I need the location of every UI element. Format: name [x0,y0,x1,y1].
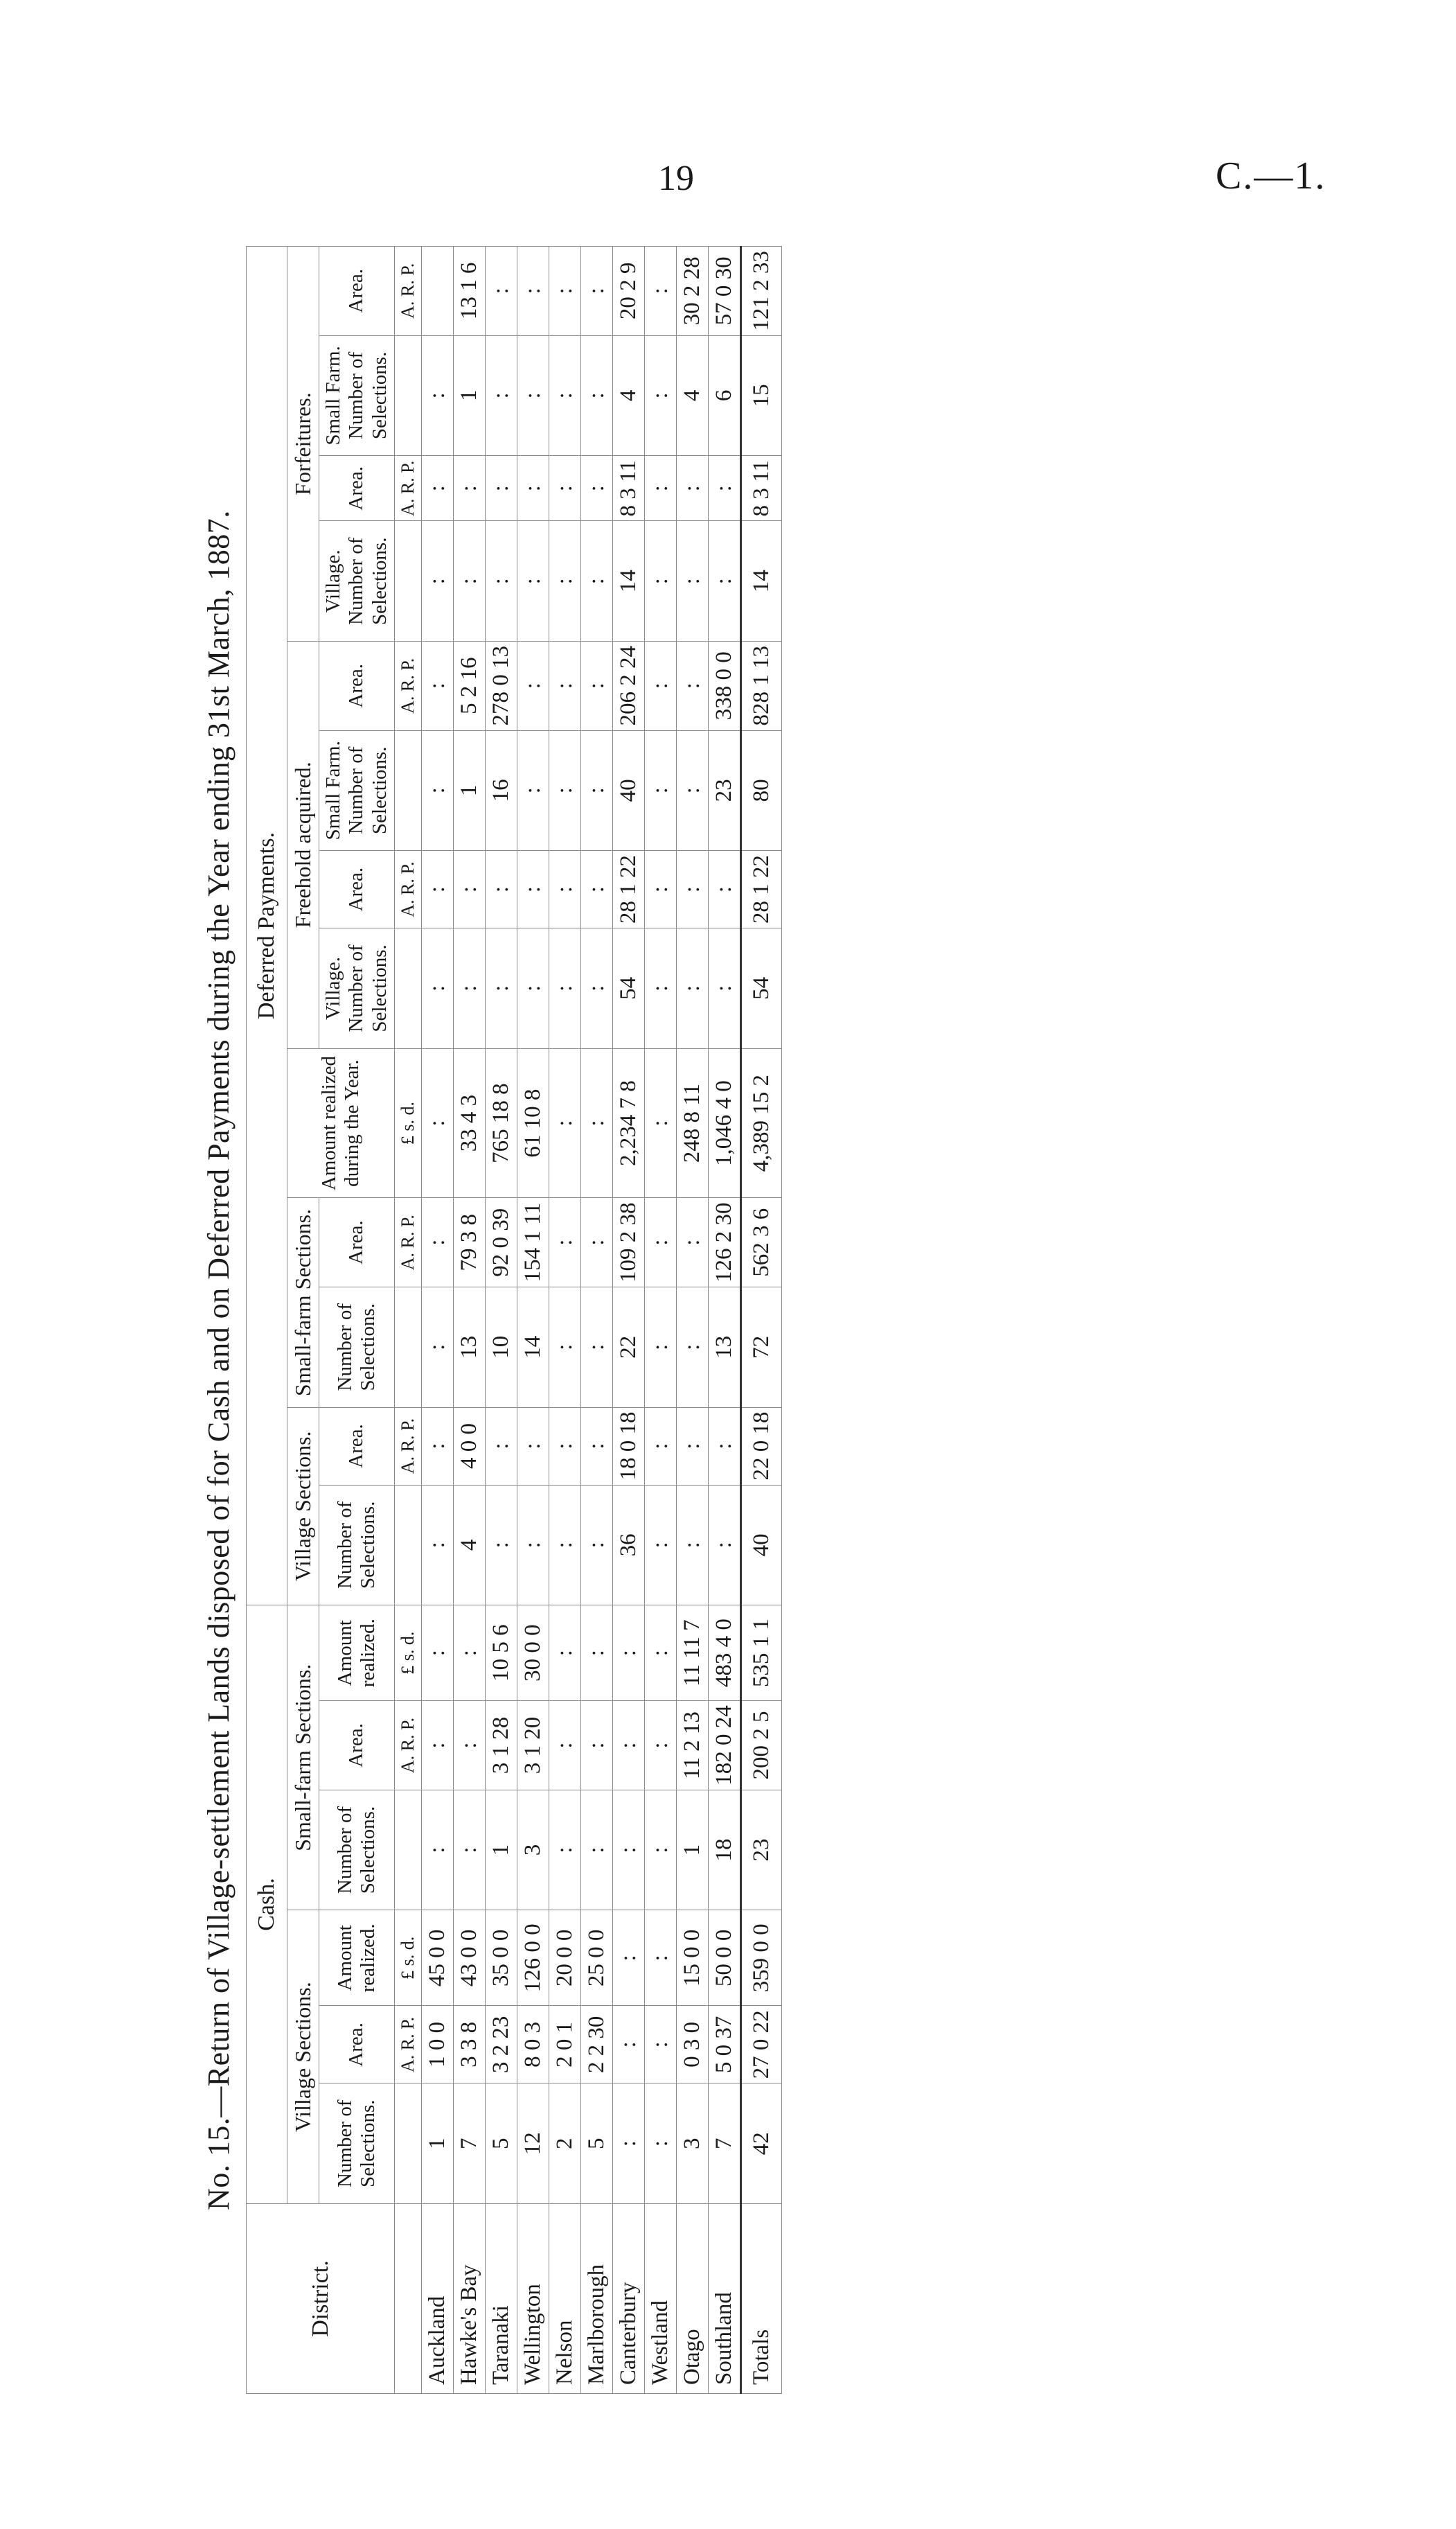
table-cell: 13 [454,1287,486,1407]
table-cell: : [613,1910,645,2006]
col-header-area: Area. [319,456,395,521]
subgroup-label: Small Farm. [322,346,344,446]
col-header-selections: Number of Selections. [319,1485,395,1605]
units-area: A. R. P. [395,1701,422,1790]
table-cell: 4 [677,335,709,456]
table-cell: : [677,1485,709,1605]
table-cell: : [677,730,709,851]
table-cell: : [613,1605,645,1701]
table-cell: : [645,1287,677,1407]
table-cell: 30 0 0 [517,1605,549,1701]
table-cell: : [422,335,454,456]
table-cell: : [486,521,517,642]
table-cell: : [422,1048,454,1198]
page-number: 19 [658,159,694,198]
return-table-wrapper [246,246,1167,2394]
table-cell: 3 3 8 [454,2006,486,2083]
deferred-header: Deferred Payments. [247,247,287,1605]
table-cell: : [581,928,613,1049]
table-cell: 40 [741,1485,782,1605]
table-cell [422,247,454,336]
table-cell: : [581,642,613,731]
units-cell [395,730,422,851]
title-block [201,340,249,2210]
units-area: A. R. P. [395,456,422,521]
col-header-area: Area. [319,642,395,731]
table-cell: 121 2 33 [741,247,782,336]
table-cell: 828 1 13 [741,642,782,731]
table-cell: 182 0 24 [709,1701,741,1790]
table-cell: 5 [486,2083,517,2204]
table-cell: : [517,1407,549,1485]
table-cell: : [581,1605,613,1701]
table-row [517,247,549,2394]
table-cell: : [581,456,613,521]
table-cell: 92 0 39 [486,1198,517,1287]
table-cell: : [645,1910,677,2006]
table-cell: : [645,335,677,456]
table-cell: : [486,456,517,521]
col-label: Number of Selections. [345,944,391,1032]
cash-header: Cash. [247,1605,287,2204]
table-cell: : [581,730,613,851]
table-title: No. 15.—Return of Village-settlement Lands disposed of for Cash and on Deferred Payments during the Year ending 31st March, 1887. [202,510,236,2210]
table-row [422,247,454,2394]
table-cell: : [645,730,677,851]
units-money: £ s. d. [395,1605,422,1701]
table-cell: 126 0 0 [517,1910,549,2006]
table-cell: 10 5 6 [486,1605,517,1701]
table-cell: : [645,1407,677,1485]
table-cell: 54 [741,928,782,1049]
table-cell: 8 3 11 [741,456,782,521]
table-cell: : [581,335,613,456]
units-area: A. R. P. [395,2006,422,2083]
table-cell: : [645,1790,677,1910]
table-cell: : [709,521,741,642]
district-cell: Marlborough [581,2204,613,2394]
table-cell: : [645,1701,677,1790]
units-cell [395,1485,422,1605]
table-cell: : [549,928,581,1049]
table-cell: 6 [709,335,741,456]
table-cell: 22 [613,1287,645,1407]
table-cell: 57 0 30 [709,247,741,336]
table-cell: : [645,247,677,336]
amount-year-header: Amount realized during the Year. [287,1048,395,1198]
table-cell: : [581,1198,613,1287]
col-header-selections: Number of Selections. [319,1790,395,1910]
table-cell: : [677,1287,709,1407]
table-cell: 2 [549,2083,581,2204]
table-cell: : [645,642,677,731]
forfeit-village-header [319,521,395,642]
col-header-area: Area. [319,851,395,928]
table-cell: : [677,851,709,928]
table-cell: : [454,851,486,928]
table-cell: 23 [741,1790,782,1910]
table-cell: : [709,456,741,521]
table-cell: 248 8 11 [677,1048,709,1198]
table-cell: : [581,521,613,642]
table-cell: 1 [454,335,486,456]
table-cell: : [549,335,581,456]
forfeitures-header: Forfeitures. [287,247,319,642]
table-cell: : [677,456,709,521]
table-cell: 0 3 0 [677,2006,709,2083]
table-row [709,247,741,2394]
table-cell: 3 1 28 [486,1701,517,1790]
table-cell: 8 3 11 [613,456,645,521]
table-cell: 1 [486,1790,517,1910]
table-cell: 3 2 23 [486,2006,517,2083]
table-cell: : [549,1701,581,1790]
table-cell: 3 1 20 [517,1701,549,1790]
table-cell: 5 [581,2083,613,2204]
table-cell: : [549,1287,581,1407]
freehold-village-header [319,928,395,1049]
table-cell: : [581,1701,613,1790]
table-cell: 35 0 0 [486,1910,517,2006]
table-cell: 43 0 0 [454,1910,486,2006]
table-cell: 50 0 0 [709,1910,741,2006]
table-cell: 278 0 13 [486,642,517,731]
table-cell: : [613,1701,645,1790]
table-cell: 5 0 37 [709,2006,741,2083]
table-cell: 2,234 7 8 [613,1048,645,1198]
table-cell: 23 [709,730,741,851]
col-header-selections: Number of Selections. [319,1287,395,1407]
table-cell: : [549,642,581,731]
table-cell: 1 [677,1790,709,1910]
table-cell: : [454,1790,486,1910]
table-cell: 27 0 22 [741,2006,782,2083]
table-cell: : [581,1407,613,1485]
table-cell: : [422,521,454,642]
table-cell: : [645,1048,677,1198]
units-area: A. R. P. [395,642,422,731]
table-cell: 20 0 0 [549,1910,581,2006]
table-cell: 5 2 16 [454,642,486,731]
district-cell: Taranaki [486,2204,517,2394]
table-cell: 18 [709,1790,741,1910]
district-cell: Nelson [549,2204,581,2394]
col-header-selections: Number of Selections. [319,2083,395,2204]
table-cell: : [709,1485,741,1605]
table-cell: 562 3 6 [741,1198,782,1287]
table-cell: 535 1 1 [741,1605,782,1701]
table-cell: 4 [613,335,645,456]
table-cell: : [645,2006,677,2083]
col-header-area: Area. [319,1701,395,1790]
district-cell: Wellington [517,2204,549,2394]
table-cell: : [517,928,549,1049]
table-cell: 79 3 8 [454,1198,486,1287]
table-cell: : [454,928,486,1049]
table-cell: : [549,1485,581,1605]
table-cell: : [517,851,549,928]
table-row [677,247,709,2394]
table-cell: 1 [454,730,486,851]
table-cell: : [677,1407,709,1485]
table-cell: 4,389 15 2 [741,1048,782,1198]
table-cell: : [645,521,677,642]
district-header: District. [247,2204,395,2394]
table-cell: : [645,1485,677,1605]
table-body [395,247,782,2394]
district-cell: Auckland [422,2204,454,2394]
table-cell: 1,046 4 0 [709,1048,741,1198]
table-cell: 28 1 22 [613,851,645,928]
table-cell: : [645,2083,677,2204]
table-cell: : [517,521,549,642]
table-cell: 2 2 30 [581,2006,613,2083]
table-cell: 7 [454,2083,486,2204]
table-cell: 154 1 11 [517,1198,549,1287]
table-cell: 7 [709,2083,741,2204]
table-row [645,247,677,2394]
table-cell: 14 [741,521,782,642]
table-row [454,247,486,2394]
table-cell: 20 2 9 [613,247,645,336]
table-cell: : [517,730,549,851]
district-cell: Westland [645,2204,677,2394]
table-cell: 1 [422,2083,454,2204]
return-table [246,246,782,2394]
table-cell: 18 0 18 [613,1407,645,1485]
table-cell: 40 [613,730,645,851]
table-cell: : [645,456,677,521]
table-cell: 3 [517,1790,549,1910]
table-cell: 4 0 0 [454,1407,486,1485]
table-cell: 61 10 8 [517,1048,549,1198]
table-cell: 206 2 24 [613,642,645,731]
table-cell: 2 0 1 [549,2006,581,2083]
table-cell: 28 1 22 [741,851,782,928]
table-cell: 765 18 8 [486,1048,517,1198]
table-cell: : [422,1605,454,1701]
table-cell: : [549,851,581,928]
table-cell: 11 2 13 [677,1701,709,1790]
table-cell: : [581,1790,613,1910]
table-cell: : [422,642,454,731]
table-cell: 4 [454,1485,486,1605]
table-cell: : [422,928,454,1049]
table-cell: 22 0 18 [741,1407,782,1485]
table-cell: 15 0 0 [677,1910,709,2006]
table-cell: 14 [613,521,645,642]
table-cell: 200 2 5 [741,1701,782,1790]
table-cell: : [422,1790,454,1910]
table-cell: : [517,1485,549,1605]
table-cell: 13 [709,1287,741,1407]
table-cell: : [549,1790,581,1910]
table-cell: 36 [613,1485,645,1605]
units-money: £ s. d. [395,1910,422,2006]
table-cell: 54 [613,928,645,1049]
district-cell: Southland [709,2204,741,2394]
col-header-area: Area. [319,1407,395,1485]
table-cell: : [709,851,741,928]
table-cell: 8 0 3 [517,2006,549,2083]
table-cell: : [645,851,677,928]
table-cell: : [422,1701,454,1790]
table-cell: : [422,1407,454,1485]
table-cell: : [613,2083,645,2204]
table-cell: 11 11 7 [677,1605,709,1701]
table-cell: : [549,521,581,642]
table-cell: : [486,335,517,456]
table-cell: : [709,928,741,1049]
units-cell [395,2204,422,2394]
table-cell: 15 [741,335,782,456]
table-row [486,247,517,2394]
col-header-amount: Amount realized. [319,1910,395,2006]
table-cell: 12 [517,2083,549,2204]
table-cell: : [549,730,581,851]
table-cell: 13 1 6 [454,247,486,336]
table-cell: : [581,1048,613,1198]
freehold-small-farm-header [319,730,395,851]
district-cell: Canterbury [613,2204,645,2394]
table-cell: 14 [517,1287,549,1407]
table-cell: : [454,1701,486,1790]
subgroup-label: Village. [322,956,344,1020]
page-reference: C.—1. [1216,155,1326,197]
deferred-small-farm-sections-header: Small-farm Sections. [287,1198,319,1407]
table-cell: 16 [486,730,517,851]
deferred-village-sections-header: Village Sections. [287,1407,319,1605]
table-cell: 338 0 0 [709,642,741,731]
col-header-area: Area. [319,1198,395,1287]
cash-village-sections-header: Village Sections. [287,1910,319,2204]
col-label: Number of Selections. [345,351,391,440]
col-label: Number of Selections. [345,746,391,835]
units-row [395,247,422,2394]
table-cell: : [422,851,454,928]
table-cell: : [581,247,613,336]
units-money: £ s. d. [395,1048,422,1198]
table-cell: 126 2 30 [709,1198,741,1287]
forfeit-small-farm-header [319,335,395,456]
units-cell [395,521,422,642]
table-cell: 109 2 38 [613,1198,645,1287]
table-cell: : [422,1485,454,1605]
table-cell: : [517,247,549,336]
table-cell: : [486,851,517,928]
col-header-area: Area. [319,247,395,336]
table-cell: 33 4 3 [454,1048,486,1198]
table-cell: : [645,928,677,1049]
table-cell: : [645,1605,677,1701]
cash-small-farm-sections-header: Small-farm Sections. [287,1605,319,1910]
table-cell: 3 [677,2083,709,2204]
table-cell: 1 0 0 [422,2006,454,2083]
table-cell: : [454,1605,486,1701]
table-cell: 42 [741,2083,782,2204]
units-area: A. R. P. [395,1198,422,1287]
table-cell: : [422,1198,454,1287]
table-cell: : [486,1407,517,1485]
table-cell: : [517,456,549,521]
table-cell: : [677,928,709,1049]
district-cell: Totals [741,2204,782,2394]
table-cell: : [549,456,581,521]
table-cell: : [549,1605,581,1701]
table-cell: 80 [741,730,782,851]
table-cell: : [677,521,709,642]
table-cell: : [645,1198,677,1287]
table-cell: : [613,1790,645,1910]
table-cell: 45 0 0 [422,1910,454,2006]
table-cell: 72 [741,1287,782,1407]
table-cell: : [454,456,486,521]
table-cell: : [517,335,549,456]
table-cell: 10 [486,1287,517,1407]
district-cell: Otago [677,2204,709,2394]
table-cell: : [677,1198,709,1287]
table-cell: : [677,642,709,731]
table-cell: : [549,1048,581,1198]
table-cell: : [549,1407,581,1485]
subgroup-label: Small Farm. [322,741,344,840]
units-area: A. R. P. [395,851,422,928]
table-row [549,247,581,2394]
units-cell [395,1287,422,1407]
table-cell: : [581,851,613,928]
freehold-header: Freehold acquired. [287,642,319,1049]
subgroup-label: Village. [322,549,344,613]
table-cell: : [549,247,581,336]
table-cell: 483 4 0 [709,1605,741,1701]
units-cell [395,335,422,456]
table-row [581,247,613,2394]
table-cell: 25 0 0 [581,1910,613,2006]
units-area: A. R. P. [395,247,422,336]
table-cell: : [581,1485,613,1605]
units-area: A. R. P. [395,1407,422,1485]
table-cell: : [486,928,517,1049]
col-header-area: Area. [319,2006,395,2083]
table-cell: : [454,521,486,642]
table-row [613,247,645,2394]
col-header-amount: Amount realized. [319,1605,395,1701]
table-cell: 359 0 0 [741,1910,782,2006]
table-cell: : [422,456,454,521]
table-cell: : [709,1407,741,1485]
col-label: Number of Selections. [345,537,391,625]
table-cell: : [422,730,454,851]
table-cell: : [422,1287,454,1407]
table-cell: : [486,1485,517,1605]
units-cell [395,1790,422,1910]
table-cell: : [581,1287,613,1407]
totals-row [741,247,782,2394]
units-cell [395,2083,422,2204]
table-cell: : [517,642,549,731]
table-cell: 30 2 28 [677,247,709,336]
table-cell: : [549,1198,581,1287]
units-cell [395,928,422,1049]
table-cell: : [486,247,517,336]
table-cell: : [613,2006,645,2083]
district-cell: Hawke's Bay [454,2204,486,2394]
